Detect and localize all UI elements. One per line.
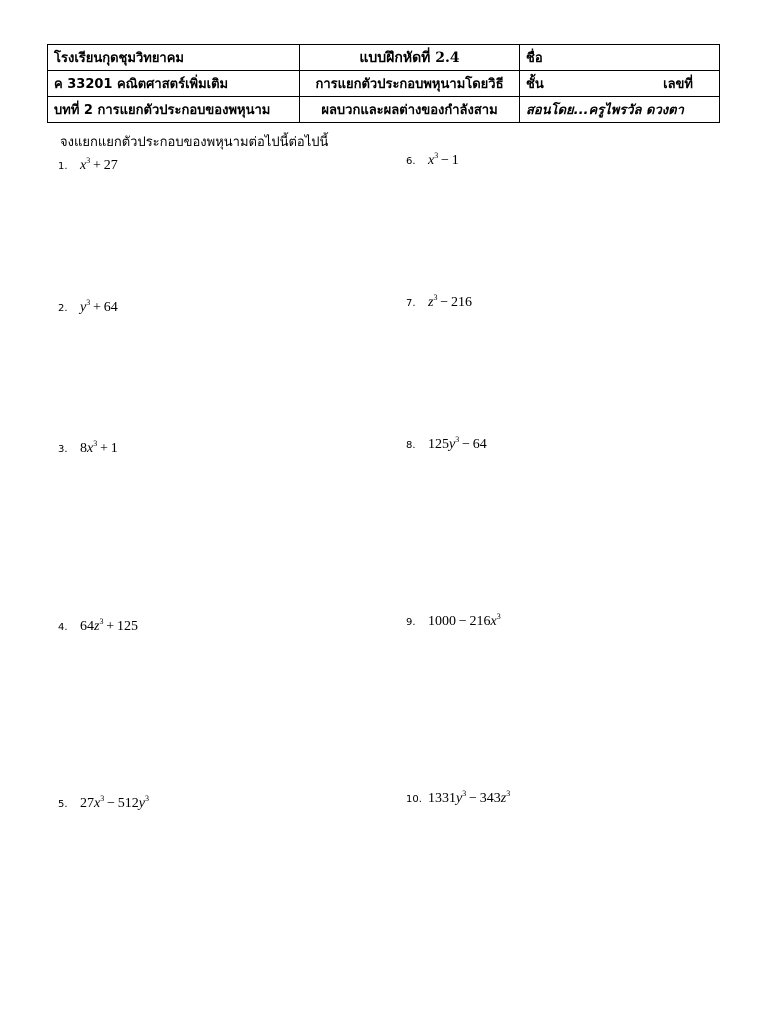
exercise-title: แบบฝึกหัดที่ 2.4 — [300, 45, 520, 71]
problem-item — [58, 158, 118, 174]
teacher-name: สอนโดย...ครูไพรวัล ดวงตา — [520, 97, 720, 123]
problem-item — [406, 295, 472, 311]
problem-number: 6. — [406, 156, 416, 167]
problem-item — [58, 619, 138, 635]
chapter-title: บทที่ 2 การแยกตัวประกอบของพหุนาม — [48, 97, 300, 123]
problem-number: 7. — [406, 298, 416, 309]
problem-number: 9. — [406, 617, 416, 628]
problem-expression: $1000 - 216x^3$ — [428, 612, 501, 629]
problem-number: 1. — [58, 161, 68, 172]
problem-expression: $64z^3 + 125$ — [80, 617, 138, 634]
topic-line-1: การแยกตัวประกอบพหุนามโดยวิธี — [300, 71, 520, 97]
problem-item — [406, 153, 459, 169]
topic-line-2: ผลบวกและผลต่างของกำลังสาม — [300, 97, 520, 123]
problem-expression: $z^3 - 216$ — [428, 293, 472, 310]
problem-item — [58, 796, 149, 812]
problem-number: 8. — [406, 440, 416, 451]
problem-item — [58, 441, 118, 457]
problem-expression: $27x^3 - 512y^3$ — [80, 794, 149, 811]
number-label: เลขที่ — [663, 77, 693, 92]
worksheet-header-table — [47, 44, 720, 123]
problem-expression: $125y^3 - 64$ — [428, 435, 487, 452]
problem-item — [58, 300, 118, 316]
problem-number: 2. — [58, 303, 68, 314]
instruction-text: จงแยกแยกตัวประกอบของพหุนามต่อไปนี้ต่อไปนี้ — [60, 135, 329, 150]
course-code: ค 33201 คณิตศาสตร์เพิ่มเติม — [48, 71, 300, 97]
class-label: ชั้น — [526, 77, 544, 92]
problem-item — [406, 791, 510, 807]
problem-expression: $y^3 + 64$ — [80, 298, 118, 315]
school-name: โรงเรียนกุดชุมวิทยาคม — [48, 45, 300, 71]
problem-expression: $x^3 - 1$ — [428, 151, 459, 168]
problem-expression: $1331y^3 - 343z^3$ — [428, 789, 511, 806]
class-number-cell — [520, 71, 720, 97]
problem-number: 4. — [58, 622, 68, 633]
name-label: ชื่อ — [520, 45, 720, 71]
problem-expression: $x^3 + 27$ — [80, 156, 118, 173]
problem-item — [406, 437, 487, 453]
problem-expression: $8x^3 + 1$ — [80, 439, 118, 456]
problem-number: 10. — [406, 794, 422, 805]
problem-number: 3. — [58, 444, 68, 455]
problem-item — [406, 614, 501, 630]
problem-number: 5. — [58, 799, 68, 810]
